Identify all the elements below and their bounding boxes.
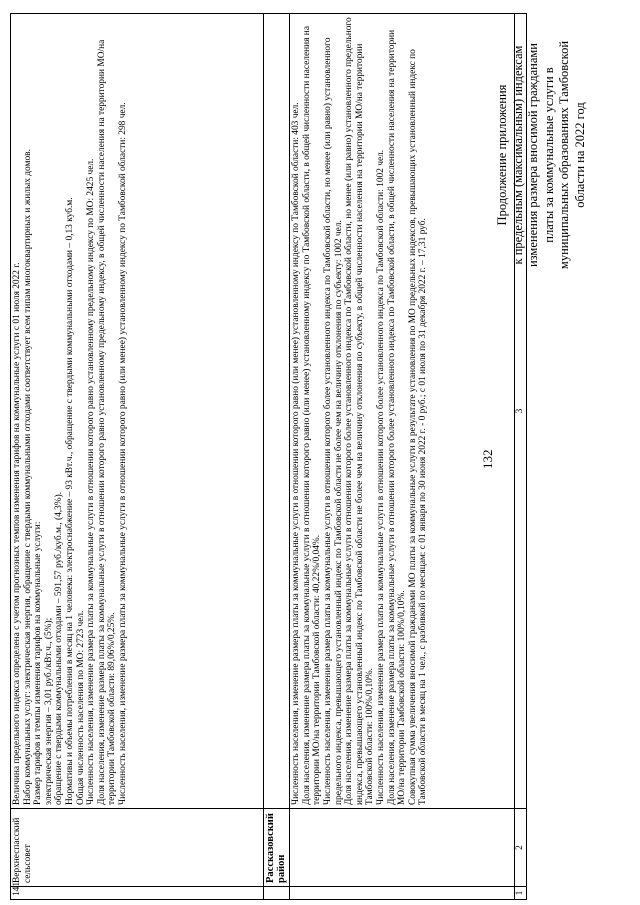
text-line: Численность населения, изменение размера платы за коммунальные услуги в отношении которого равно (или менее) установленному индексу по Тамбовской области: 298 чел. [117, 102, 128, 805]
text-line: Численность населения, изменение размера платы за коммунальные услуги в отношении которого равно (или менее) установленному индексу по Тамбовской области: 403 чел. [291, 102, 302, 805]
column-number: 3 [515, 14, 527, 809]
table-row-continued [290, 14, 515, 900]
text-line: Нормативы и объемы потребления в месяц на 1 человека: электроснабжение – 93 кВт.ч., обращение с твердыми коммунальными отходами – 0,13 куб.м. [64, 197, 75, 805]
header-line: изменения размера вносимой гражданами [526, 43, 540, 268]
text-line: Доля населения, изменение размера платы за коммунальные услуги в отношении которого равно установленному предельному индексу, в общей численности населения на территории МО/на территории Тамбовской области: 89,06%/0,25%. [96, 39, 118, 805]
table-row [11, 14, 264, 900]
text-line: Набор коммунальных услуг: электрическая энергия, обращение с твердыми коммунальными отходами соответствует всем типам многоквартирных и жилых домов. [22, 149, 33, 805]
section-title: Рассказовский район [264, 809, 290, 887]
text-line: Общая численность населения по МО: 2723 чел. [75, 610, 86, 805]
text-line: Численность населения, изменение размера платы за коммунальные услуги в отношении которого равно установленному предельному индексу по МО: 2425 чел. [86, 158, 97, 805]
header-line: к предельным (максимальным) индексам [510, 45, 525, 265]
text-line: Доля населения, изменение размера платы за коммунальные услуги в отношении которого более установленного индекса по Тамбовской области, но менее (или равно) установленного предельного индекса, превышающего установленный индекс по Тамбовской области не более чем на величину отклонения по субъекту, в общей численности населения на территории МО/на территории Тамбовской области: 100%/0,10%. [344, 17, 376, 805]
section-empty-cell [264, 14, 290, 809]
text-line: Доля населения, изменение размера платы за коммунальные услуги в отношении которого более установленного индекса по Тамбовской области, в общей численности населения на территории МО/на территории Тамбовской области: 100%/0,10%. [386, 29, 408, 805]
section-row [264, 14, 290, 900]
column-number: 2 [515, 809, 527, 887]
section-number-cell [264, 887, 290, 900]
text-line: Совокупная сумма увеличения вносимой гражданами МО платы за коммунальные услуги в результате установления по МО предельных индексов, превышающих установленный индекс по Тамбовской области в месяц на 1 чел., с разбивкой по месяцам: с 01 января по 30 июня 2022 г. - 0 руб.; с 01 июля по 31 декабря 2022 г. – 17,31 руб. [407, 49, 429, 805]
text-line: Численность населения, изменение размера платы за коммунальные услуги в отношении которого более установленного индекса по Тамбовской области, но менее (или равно) установленного предельного индекса, превышающего установленный индекс по Тамбовской области не более чем на величину отклонения по субъекту: 1002 чел. [322, 37, 344, 805]
text-line: Доля населения, изменение размера платы за коммунальные услуги в отношении которого равно (или менее) установленному индексу по Тамбовской области, в общей численности населения на территории МО/на территории Тамбовской области: 40,22%/0,04%. [301, 26, 323, 805]
text-line: Численность населения, изменение размера платы за коммунальные услуги в отношении которого более установленного индекса по Тамбовской области: 1002 чел. [375, 149, 386, 805]
text-line: обращение с твердыми коммунальными отходами – 591,57 руб./куб.м., (4,3%). [54, 491, 65, 805]
header-line: муниципальных образованиях Тамбовской [557, 40, 571, 270]
row-number [290, 887, 515, 900]
column-number-row [515, 14, 527, 900]
municipality-name: Верхнеспасский сельсовет [11, 809, 264, 887]
header-line: платы за коммунальные услуги в [541, 67, 556, 243]
column-number: 1 [515, 887, 527, 900]
row-number: 141 [11, 887, 264, 900]
row-description [290, 14, 515, 809]
text-line: электрическая энергия – 3,01 руб./кВт.ч., (5%); [43, 617, 54, 805]
header-line: Продолжение приложения [495, 84, 509, 226]
text-line: Величина предельного индекса определена с учетом прогнозных темпов изменения тарифов на коммунальные услуги с 01 июля 2022 г. [12, 262, 22, 805]
header-line: области на 2022 год [572, 102, 587, 208]
municipality-name [290, 809, 515, 887]
row-description [11, 14, 264, 809]
page-number: 132 [480, 449, 495, 469]
index-table [10, 13, 527, 900]
text-line: Размер тарифов и темпы изменения тарифов на коммунальные услуги: [33, 521, 44, 805]
